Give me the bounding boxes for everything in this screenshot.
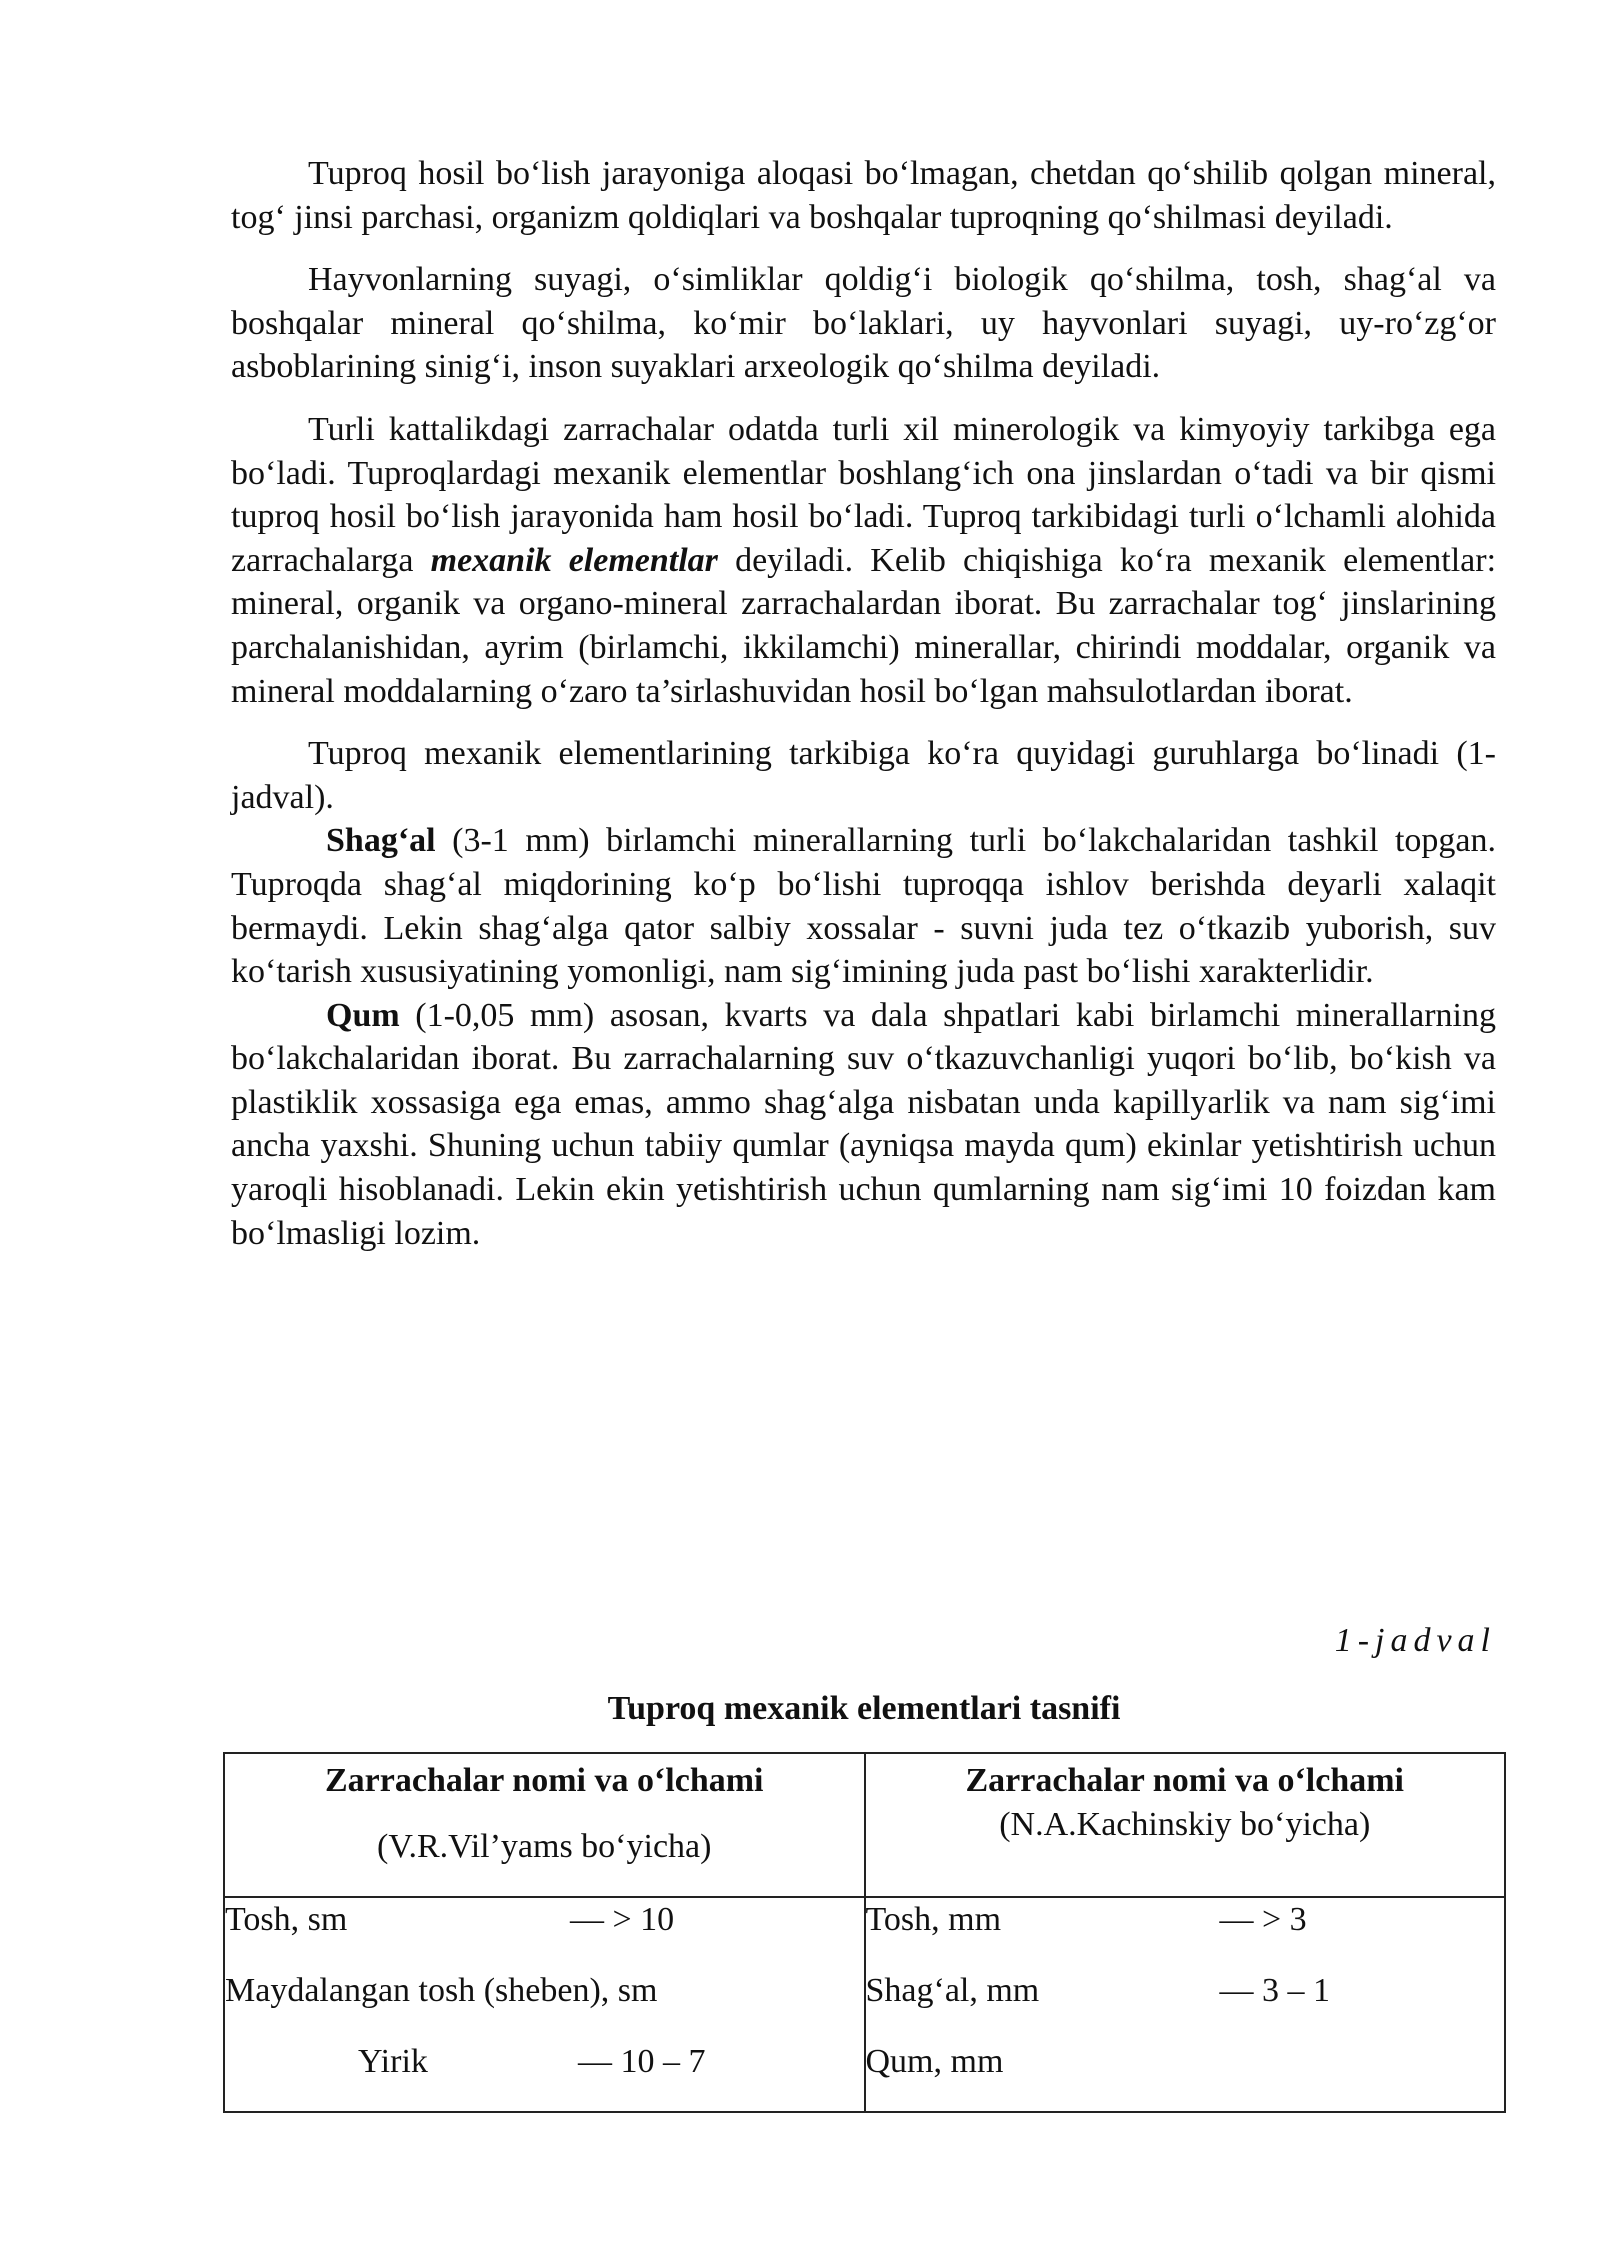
table-row — [866, 1969, 1505, 2040]
header-subtitle-right: (N.A.Kachinskiy bo‘yicha) — [999, 1806, 1371, 1843]
row-value: — > 10 — [570, 1901, 675, 1938]
table-title: Tuproq mexanik elementlari tasnifi — [607, 1690, 1121, 1727]
header-subtitle-left: (V.R.Vil’yams bo‘yicha) — [377, 1828, 712, 1865]
row-value: — 10 – 7 — [578, 2043, 706, 2080]
term-shagal: Shag‘al — [326, 822, 436, 860]
row-name: Qum, mm — [865, 2043, 1004, 2080]
header-title-right: Zarrachalar nomi va o‘lchami — [965, 1762, 1404, 1799]
row-name: Tosh, mm — [865, 1901, 1002, 1938]
paragraph-3-part-b: deyiladi. Kelib chiqishiga ko‘ra mexanik elementlar: mineral, organik va organo-mineral zarrachalardan iborat. Bu zarrachalar tog‘ jinslarining parchalanishidan, ayrim (birlamchi, ikkilamchi) minerallar, chirindi moddalar, organik va mineral moddalarning o‘zaro ta’sirlashuvidan hosil bo‘lgan mahsulotlardan iborat. — [231, 541, 1497, 710]
body-cell-kachinskiy — [865, 1897, 1506, 2112]
table-row — [866, 1898, 1505, 1969]
body-text — [231, 152, 1496, 1255]
paragraph-6 — [231, 994, 1496, 1256]
paragraph-5 — [231, 819, 1496, 993]
table-row — [225, 1969, 864, 2040]
table-header-row — [224, 1753, 1505, 1897]
table-body-row — [224, 1897, 1505, 2112]
row-value: — 3 – 1 — [1219, 1972, 1330, 2009]
paragraph-6-text: (1-0,05 mm) asosan, kvarts va dala shpatlari kabi birlamchi minerallarning bo‘lakchalaridan iborat. Bu zarrachalarning suv o‘tkazuvchanligi yuqori bo‘lib, bo‘kish va plastiklik xossasiga ega emas, ammo shag‘alga nisbatan unda kapillyarlik va nam sig‘imi ancha yaxshi. Shuning uchun tabiiy qumlar (ayniqsa mayda qum) ekinlar yetishtirish uchun yaroqli hisoblanadi. Lekin ekin yetishtirish uchun qumlarning nam sig‘imi 10 foizdan kam bo‘lmasligi lozim. — [231, 996, 1496, 1252]
header-title-left: Zarrachalar nomi va o‘lchami — [325, 1762, 764, 1799]
table-row — [225, 2040, 864, 2111]
paragraph-2: Hayvonlarning suyagi, o‘simliklar qoldig‘i biologik qo‘shilma, tosh, shag‘al va boshqalar mineral qo‘shilma, ko‘mir bo‘laklari, uy hayvonlari suyagi, uy-ro‘zg‘or asboblarining sinig‘i, inson suyaklari arxeologik qo‘shilma deyiladi. — [231, 261, 1496, 386]
term-qum: Qum — [326, 996, 400, 1034]
row-name: Tosh, sm — [225, 1901, 348, 1938]
table-row — [866, 2040, 1505, 2111]
paragraph-5-text: (3-1 mm) birlamchi minerallarning turli bo‘lakchalaridan tashkil topgan. Tuproqda shag‘al miqdorining ko‘p bo‘lishi tuproqqa ishlov berishda deyarli xalaqit bermaydi. Lekin shag‘alga qator salbiy xossalar - suvni juda tez o‘tkazib yuborish, suv ko‘tarish xususiyatining yomonligi, nam sig‘imining juda past bo‘lishi xarakterlidir. — [231, 822, 1496, 991]
header-cell-kachinskiy — [865, 1753, 1506, 1897]
table-reference: 1-jadval — [1334, 1622, 1496, 1659]
term-mexanik-elementlar: mexanik elementlar — [430, 541, 718, 579]
row-value: — > 3 — [1219, 1901, 1307, 1938]
row-name: Maydalangan tosh (sheben), sm — [225, 1972, 658, 2009]
row-name: Yirik — [358, 2043, 428, 2080]
body-cell-williams — [224, 1897, 865, 2112]
header-cell-williams — [224, 1753, 865, 1897]
row-name: Shag‘al, mm — [865, 1972, 1040, 2009]
paragraph-3 — [231, 408, 1496, 713]
paragraph-4: Tuproq mexanik elementlarining tarkibiga ko‘ra quyidagi guruhlarga bo‘linadi (1-jadval). — [231, 735, 1496, 816]
classification-table — [223, 1752, 1506, 2113]
table-row — [225, 1898, 864, 1969]
paragraph-1: Tuproq hosil bo‘lish jarayoniga aloqasi bo‘lmagan, chetdan qo‘shilib qolgan mineral, tog‘ jinsi parchasi, organizm qoldiqlari va boshqalar tuproqning qo‘shilmasi deyiladi. — [231, 155, 1496, 236]
paragraph-3-part-a: Turli kattalikdagi zarrachalar odatda turli xil minerologik va kimyoyiy tarkibga ega bo‘ladi. Tuproqlardagi mexanik elementlar boshlang‘ich ona jinslardan o‘tadi va bir qismi tuproq hosil bo‘lish jarayonida ham hosil bo‘ladi. Tuproq tarkibidagi turli o‘lchamli alohida zarrachalarga — [231, 410, 1496, 579]
